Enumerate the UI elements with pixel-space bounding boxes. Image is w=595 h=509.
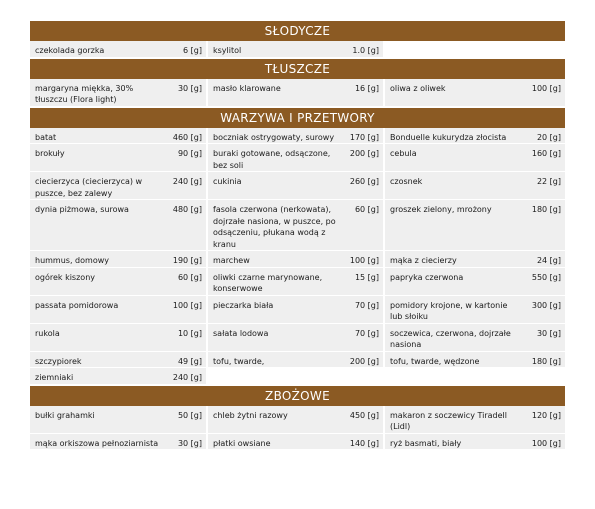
table-row <box>30 323 565 351</box>
item-name: batat <box>30 128 167 144</box>
table-row <box>30 128 565 144</box>
item-name: bułki grahamki <box>30 406 167 434</box>
item-name: czekolada gorzka <box>30 41 167 57</box>
item-name: marchew <box>207 251 344 268</box>
item-name: cebula <box>384 144 521 172</box>
table-row <box>30 251 565 268</box>
item-quantity: 550 [g] <box>521 267 565 295</box>
item-quantity: 180 [g] <box>521 351 565 368</box>
item-quantity: 240 [g] <box>167 172 207 200</box>
item-quantity: 24 [g] <box>521 251 565 268</box>
section-table <box>30 41 565 58</box>
section-table <box>30 79 565 107</box>
item-name: sałata lodowa <box>207 323 344 351</box>
item-name: makaron z soczewicy Tiradell (Lidl) <box>384 406 521 434</box>
item-quantity: 20 [g] <box>521 128 565 144</box>
item-quantity: 100 [g] <box>344 251 384 268</box>
item-name: margaryna miękka, 30% tłuszczu (Flora light) <box>30 79 167 107</box>
item-quantity: 50 [g] <box>167 406 207 434</box>
item-quantity: 240 [g] <box>167 368 207 385</box>
item-name: ksylitol <box>207 41 344 57</box>
item-quantity: 100 [g] <box>167 295 207 323</box>
item-quantity: 100 [g] <box>521 433 565 450</box>
item-quantity: 15 [g] <box>344 267 384 295</box>
item-quantity: 30 [g] <box>521 323 565 351</box>
item-name: mąka orkiszowa pełnoziarnista <box>30 433 167 450</box>
item-quantity: 60 [g] <box>344 200 384 251</box>
item-name: oliwa z oliwek <box>384 79 521 107</box>
item-quantity: 180 [g] <box>521 200 565 251</box>
item-quantity: 450 [g] <box>344 406 384 434</box>
empty-cell <box>521 368 565 385</box>
item-name: pomidory krojone, w kartonie lub słoiku <box>384 295 521 323</box>
table-row <box>30 433 565 450</box>
item-quantity: 140 [g] <box>344 433 384 450</box>
table-row <box>30 41 565 57</box>
item-name: boczniak ostrygowaty, surowy <box>207 128 344 144</box>
table-row <box>30 406 565 434</box>
empty-cell <box>384 41 521 57</box>
item-name: groszek zielony, mrożony <box>384 200 521 251</box>
item-quantity: 200 [g] <box>344 351 384 368</box>
item-quantity: 1.0 [g] <box>344 41 384 57</box>
item-quantity: 480 [g] <box>167 200 207 251</box>
item-name: soczewica, czerwona, dojrzałe nasiona <box>384 323 521 351</box>
item-name: tofu, twarde, wędzone <box>384 351 521 368</box>
table-row <box>30 172 565 200</box>
item-quantity: 70 [g] <box>344 323 384 351</box>
table-row <box>30 295 565 323</box>
item-name: dynia piżmowa, surowa <box>30 200 167 251</box>
item-quantity: 260 [g] <box>344 172 384 200</box>
item-quantity: 6 [g] <box>167 41 207 57</box>
item-name: ogórek kiszony <box>30 267 167 295</box>
shopping-list <box>30 20 565 450</box>
item-name: mąka z ciecierzy <box>384 251 521 268</box>
table-row <box>30 200 565 251</box>
section-header: WARZYWA I PRZETWORY <box>30 107 565 128</box>
item-quantity: 30 [g] <box>167 433 207 450</box>
item-quantity: 460 [g] <box>167 128 207 144</box>
item-quantity: 16 [g] <box>344 79 384 107</box>
empty-cell <box>207 368 344 385</box>
section-table <box>30 128 565 385</box>
item-name: brokuły <box>30 144 167 172</box>
item-quantity: 60 [g] <box>167 267 207 295</box>
item-name: chleb żytni razowy <box>207 406 344 434</box>
item-name: tofu, twarde, <box>207 351 344 368</box>
item-quantity: 190 [g] <box>167 251 207 268</box>
item-name: Bonduelle kukurydza złocista <box>384 128 521 144</box>
item-name: rukola <box>30 323 167 351</box>
item-quantity: 10 [g] <box>167 323 207 351</box>
item-quantity: 170 [g] <box>344 128 384 144</box>
item-quantity: 49 [g] <box>167 351 207 368</box>
item-name: szczypiorek <box>30 351 167 368</box>
item-quantity: 160 [g] <box>521 144 565 172</box>
item-quantity: 70 [g] <box>344 295 384 323</box>
item-name: pieczarka biała <box>207 295 344 323</box>
empty-cell <box>521 41 565 57</box>
item-name: masło klarowane <box>207 79 344 107</box>
item-name: czosnek <box>384 172 521 200</box>
item-quantity: 120 [g] <box>521 406 565 434</box>
section-header: SŁODYCZE <box>30 20 565 41</box>
item-name: passata pomidorowa <box>30 295 167 323</box>
item-name: ciecierzyca (ciecierzyca) w puszce, bez zalewy <box>30 172 167 200</box>
item-name: papryka czerwona <box>384 267 521 295</box>
item-quantity: 30 [g] <box>167 79 207 107</box>
item-name: cukinia <box>207 172 344 200</box>
item-name: ryż basmati, biały <box>384 433 521 450</box>
table-row <box>30 144 565 172</box>
item-name: płatki owsiane <box>207 433 344 450</box>
item-quantity: 300 [g] <box>521 295 565 323</box>
section-header: TŁUSZCZE <box>30 58 565 79</box>
table-row <box>30 368 565 385</box>
table-row <box>30 267 565 295</box>
item-quantity: 100 [g] <box>521 79 565 107</box>
item-name: fasola czerwona (nerkowata), dojrzałe nasiona, w puszce, po odsączeniu, płukana wodą z kranu <box>207 200 344 251</box>
section-table <box>30 406 565 451</box>
empty-cell <box>344 368 384 385</box>
item-quantity: 22 [g] <box>521 172 565 200</box>
item-name: oliwki czarne marynowane, konserwowe <box>207 267 344 295</box>
item-quantity: 200 [g] <box>344 144 384 172</box>
section-header: ZBOŻOWE <box>30 385 565 406</box>
item-quantity: 90 [g] <box>167 144 207 172</box>
item-name: hummus, domowy <box>30 251 167 268</box>
table-row <box>30 351 565 368</box>
empty-cell <box>384 368 521 385</box>
item-name: ziemniaki <box>30 368 167 385</box>
table-row <box>30 79 565 107</box>
item-name: buraki gotowane, odsączone, bez soli <box>207 144 344 172</box>
